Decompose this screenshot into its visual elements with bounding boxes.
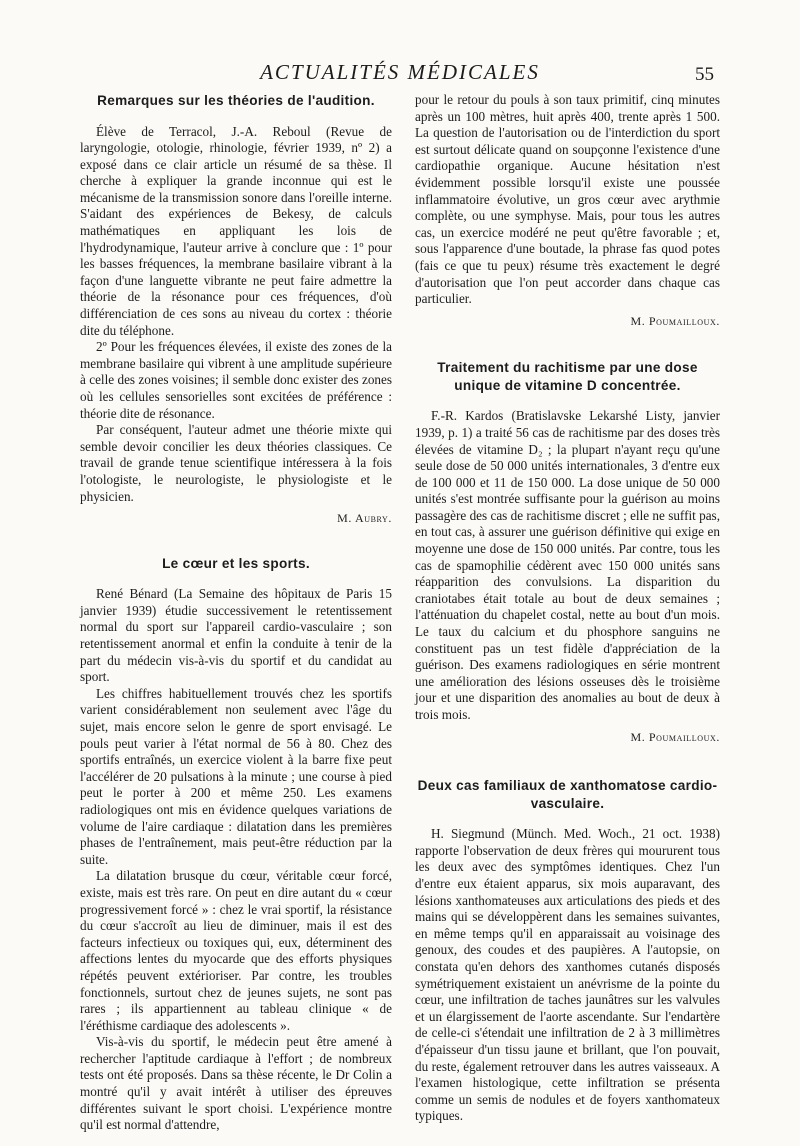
article-audition [80,92,392,527]
paragraph: Vis-à-vis du sportif, le médecin peut être amené à rechercher l'aptitude cardiaque à l'effort ; de nombreux tests ont été proposés. Dans sa thèse récente, le Dr Colin a montré qu'il y avait intérêt à utiliser des épreuves différentes suivant le sport choisi. L'expérience montre qu'il est normal d'attendre, [80,1034,392,1133]
article-rachitisme [415,359,720,745]
paragraph: La dilatation brusque du cœur, véritable cœur forcé, existe, mais est très rare. On peut en dire autant du « cœur progressivement forcé » : chez le vrai sportif, la résistance du cœur s'accroît au lieu de diminuer, mais il est des facteurs infectieux ou toxiques qui, eux, déterminent des affections lentes du myocarde que des efforts physiques répétés peuvent extérioriser. Par contre, les troubles fonctionnels, surtout chez de jeunes sujets, ne sont pas rares ; ils appartiennent au tableau clinique « de l'éréthisme cardiaque des adolescents ». [80,868,392,1033]
paragraph: Les chiffres habituellement trouvés chez les sportifs varient considérablement non seulement avec l'âge du sujet, mais encore selon le genre de sport envisagé. Le pouls peut varier à l'état normal de 56 à 80. Chez des sportifs entraînés, un exercice violent à la barre fixe peut l'accélérer de 20 pulsations à la minute ; une course à pied peut le porter à 200 et même 250. Les examens radiologiques ont mis en évidence quelques variations de volume de l'aire cardiaque : dilatation dans les premières phases de l'entraînement, mais peut-être réduction par la suite. [80,685,392,867]
paragraph: F.-R. Kardos (Bratislavske Lekarshé Listy, janvier 1939, p. 1) a traité 56 cas de rachitisme par des doses très élevées de vitamine D₂ ; la plupart n'ayant reçu qu'une seule dose de 50 000 unités internationales, 3 d'entre eux de 100 000 et 11 de 150 000. La dose unique de 50 000 unités s'est montrée suffisante pour la guérison au moins passagère des cas de rachitisme discret ; elle ne suffit pas, en tout cas, à assurer une guérison définitive qui exige en moyenne une dose de 150 000 unités. Par contre, tous les cas de spamophilie cédèrent avec 150 000 unités sans réapparition des convulsions. La disparition du craniotabes était totale au bout de deux semaines ; l'atténuation du chapelet costal, nette au bout d'un mois. Le taux du calcium et du phosphore sanguins ne constituent pas un test fidèle d'appréciation de la guérison. Des examens radiologiques en série montrent une amélioration des lésions osseuses dès le troisième jour et une disparition des anomalies au bout de deux à trois mois. [415,408,720,722]
paragraph: H. Siegmund (Münch. Med. Woch., 21 oct. 1938) rapporte l'observation de deux frères qui moururent tous les deux avec des symptômes identiques. Chez l'un d'entre eux étaient apparus, six mois auparavant, des lésions xanthomateuses aux articulations des pieds et des mains qui se développèrent dans les semaines suivantes, en même temps qu'il en apparaissait au voisinage des genoux, des coudes et des paupières. A l'autopsie, on constata qu'en dehors des xanthomes cutanés disposés symétriquement existaient un anévrisme de la pointe du cœur, une infiltration de taches jaunâtres sur les valvules et un élargissement de l'aorte ascendante. Sur l'endartère de celle-ci s'étendait une infiltration de 2 à 3 millimètres d'épaisseur d'un tissu jaune et brillant, que l'on pouvait, du reste, également retrouver dans les autres vaisseaux. A l'examen histologique, cette infiltration se présenta comme un semis de nodules et de foyers xanthomateux typiques. [415,826,720,1124]
page-header [0,60,800,90]
paragraph: René Bénard (La Semaine des hôpitaux de Paris 15 janvier 1939) étudie successivement le retentissement normal du sport sur l'appareil cardio-vasculaire ; son retentissement anormal et enfin la conduite à tenir de la part du médecin vis-à-vis du sportif et du candidat au sport. [80,586,392,685]
article-title: Le cœur et les sports. [162,555,310,571]
article-title: Remarques sur les théories de l'audition. [97,93,375,108]
left-column [80,92,392,1134]
signature: M. Aubry. [337,511,392,526]
right-column [415,92,720,1125]
signature: M. Poumailloux. [630,729,720,744]
paragraph: Élève de Terracol, J.-A. Reboul (Revue de laryngologie, otologie, rhinologie, février 1939, nº 2) a exposé dans ce clair article un résumé de sa thèse. Il cherche à expliquer la grande inconnue qui est le mécanisme de la transmission sonore dans l'oreille interne. S'aidant des expériences de Bekesy, de calculs mathématiques en appliquant les lois de l'hydrodynamique, l'auteur arrive à conclure que : 1º pour les basses fréquences, la membrane basilaire vibrant à la façon d'une languette vibrante ne peut faire admettre la théorie de la résonance pour ces fréquences, d'où différenciation de ces sons au niveau du cortex : théorie dite du téléphone. [80,123,392,338]
paragraph: Par conséquent, l'auteur admet une théorie mixte qui semble devoir concilier les deux théories classiques. Ce travail de grande tenue scientifique intéressera à la fois l'otologiste, le neurologiste, le physiologiste et le physicien. [80,422,392,504]
page-number: 55 [695,64,714,85]
article-coeur-sports [80,555,392,1134]
article-title: Deux cas familiaux de xanthomatose cardio-vasculaire. [417,778,718,811]
article-title: Traitement du rachitisme par une dose unique de vitamine D concentrée. [437,360,698,393]
article-xanthomatose [415,777,720,1125]
running-title: ACTUALITÉS MÉDICALES [260,60,540,84]
paragraph: 2º Pour les fréquences élevées, il existe des zones de la membrane basilaire qui vibrent à une amplitude supérieure à celle des zones voisines; il semble donc exister des zones où les cellules sensorielles sont excitées de préférence : théorie dite de résonance. [80,339,392,421]
paragraph-continued: pour le retour du pouls à son taux primitif, cinq minutes après un 100 mètres, huit après 400, trente après 1 500. La question de l'autorisation ou de l'interdiction du sport est surtout délicate quand on soupçonne l'existence d'une cardiopathie organique. Aucune hésitation n'est évidemment possible lorsqu'il existe une poussée inflammatoire évolutive, un gros cœur avec arythmie complète, ou une symphyse. Mais, pour tous les autres cas, un exercice modéré ne peut qu'être favorable ; et, sous l'apparence d'une boutade, la phrase fas quod potes (fais ce que tu peux) résume très exactement le degré d'autorisation que l'on peut accorder dans chaque cas particulier. [415,92,720,307]
signature: M. Poumailloux. [630,313,720,328]
